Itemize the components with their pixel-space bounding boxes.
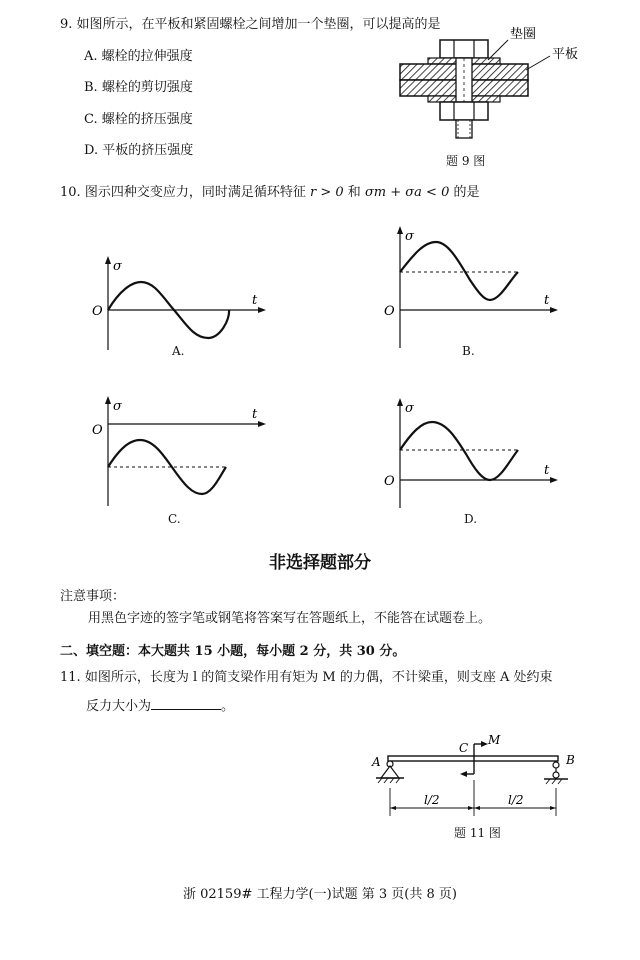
q10-text-prefix: 图示四种交变应力，同时满足循环特征 xyxy=(84,185,306,200)
washer-leader xyxy=(488,40,508,60)
q11-line2-suffix: 。 xyxy=(221,699,235,714)
nut xyxy=(440,102,488,120)
q10-stem xyxy=(60,184,480,202)
stress-curve xyxy=(400,422,518,480)
q9-text: 如图所示，在平板和紧固螺栓之间增加一个垫圈，可以提高的是 xyxy=(76,17,441,32)
answer-blank xyxy=(151,697,221,710)
moment-m-label: M xyxy=(488,733,501,747)
q9-option-b xyxy=(84,79,193,97)
option-key: D. xyxy=(84,143,99,158)
origin-label: O xyxy=(92,423,103,438)
chart-b-label: B. xyxy=(462,344,475,358)
q10-number: 10. xyxy=(60,185,81,200)
q11-stem xyxy=(60,669,552,687)
q9-number: 9. xyxy=(60,17,73,32)
dimension-left: l/2 xyxy=(424,793,440,807)
q11-line1: 如图所示，长度为 l 的简支梁作用有矩为 M 的力偶，不计梁重，则支座 A 处约束 xyxy=(84,670,553,685)
q10-cond2: σm + σa < 0 xyxy=(364,185,450,200)
y-axis-label: σ xyxy=(113,259,122,274)
beam-figure xyxy=(366,728,586,828)
plate-label: 平板 xyxy=(552,47,579,62)
dimension-right: l/2 xyxy=(508,793,524,807)
q9-option-d xyxy=(84,142,193,160)
option-text: 平板的挤压强度 xyxy=(102,143,194,158)
y-axis-label: σ xyxy=(405,229,414,244)
q9-figure-caption: 题 9 图 xyxy=(446,154,486,168)
y-axis-label: σ xyxy=(405,401,414,416)
notice-body: 用黑色字迹的签字笔或钢笔将答案写在答题纸上，不能答在试题卷上。 xyxy=(88,611,492,626)
page-footer: 浙 02159# 工程力学(一)试题 第 3 页(共 8 页) xyxy=(182,887,457,902)
q10-text-suffix: 的是 xyxy=(453,185,480,200)
x-axis-label: t xyxy=(252,293,258,308)
origin-label: O xyxy=(384,474,395,489)
q9-option-a xyxy=(84,48,193,66)
chart-c-label: C. xyxy=(168,512,181,526)
q11-number: 11. xyxy=(60,670,81,685)
plate-leader xyxy=(526,56,550,70)
option-text: 螺栓的拉伸强度 xyxy=(101,49,193,64)
y-axis-label: σ xyxy=(113,399,122,414)
option-text: 螺栓的剪切强度 xyxy=(101,80,193,95)
point-c-label: C xyxy=(459,741,469,755)
stress-curve xyxy=(108,440,226,494)
stress-curve xyxy=(400,242,518,300)
x-axis-label: t xyxy=(544,463,550,478)
q11-line2-prefix: 反力大小为 xyxy=(86,699,152,714)
q10-cond1: r > 0 xyxy=(309,185,344,200)
chart-d-label: D. xyxy=(464,512,478,526)
x-axis-label: t xyxy=(544,293,550,308)
washer-label: 垫圈 xyxy=(510,27,537,42)
notice-heading: 注意事项： xyxy=(60,589,126,604)
roller-support-b xyxy=(544,762,568,784)
beam xyxy=(388,756,558,761)
stress-chart-c xyxy=(80,390,270,510)
bolt-washer-figure xyxy=(390,20,590,170)
q11-line2 xyxy=(86,697,234,716)
q9-stem xyxy=(60,16,441,34)
stress-chart-b xyxy=(372,220,562,360)
q11-figure-caption: 题 11 图 xyxy=(454,826,501,840)
stress-chart-d xyxy=(372,392,562,512)
origin-label: O xyxy=(384,304,395,319)
part2-heading: 二、填空题：本大题共 15 小题，每小题 2 分，共 30 分。 xyxy=(60,644,406,659)
option-key: A. xyxy=(84,49,98,64)
q10-text-and: 和 xyxy=(347,185,361,200)
support-b-label: B xyxy=(566,753,575,767)
option-key: C. xyxy=(84,112,98,127)
section-title: 非选择题部分 xyxy=(269,553,371,573)
support-a-label: A xyxy=(372,755,381,769)
option-text: 螺栓的挤压强度 xyxy=(101,112,193,127)
chart-a-label: A. xyxy=(172,344,185,358)
bolt-head xyxy=(440,40,488,58)
option-key: B. xyxy=(84,80,98,95)
q9-option-c xyxy=(84,111,193,129)
origin-label: O xyxy=(92,304,103,319)
x-axis-label: t xyxy=(252,407,258,422)
